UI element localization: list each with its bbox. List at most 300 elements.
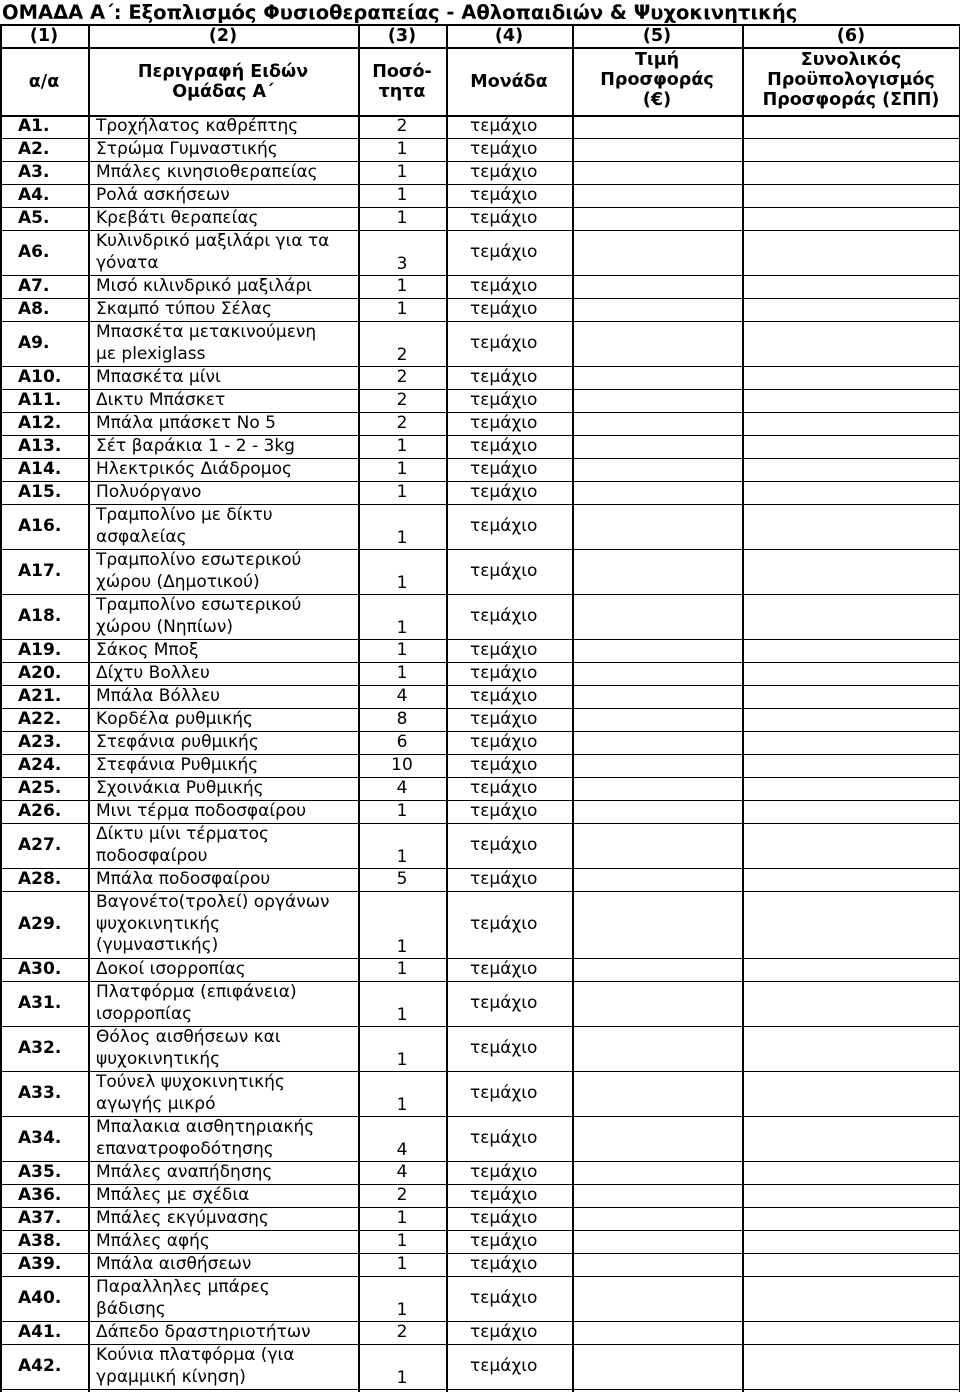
table-row xyxy=(0,778,960,801)
row-quantity: 1 xyxy=(396,1299,408,1320)
row-unit: τεμάχιο xyxy=(470,914,538,935)
table-row xyxy=(0,801,960,824)
row-unit: τεμάχιο xyxy=(470,436,538,457)
row-quantity: 1 xyxy=(396,276,408,297)
row-total xyxy=(742,1185,960,1207)
row-id: Α35. xyxy=(18,1162,62,1183)
row-total xyxy=(742,959,960,981)
row-quantity: 1 xyxy=(396,1049,408,1070)
table-row xyxy=(0,686,960,709)
row-description: Βαγονέτο(τρολεί) οργάνων ψυχοκινητικής (γυμναστικής) xyxy=(96,892,330,955)
row-id: Α40. xyxy=(18,1288,62,1309)
row-quantity: 2 xyxy=(396,390,408,411)
row-price xyxy=(572,162,742,184)
row-price xyxy=(572,892,742,958)
row-quantity: 1 xyxy=(396,572,408,593)
row-unit: τεμάχιο xyxy=(470,1083,538,1104)
row-id: Α27. xyxy=(18,835,62,856)
row-price xyxy=(572,1277,742,1321)
column-number-4: (4) xyxy=(494,26,524,46)
row-description: Τροχήλατος καθρέπτης xyxy=(96,116,299,137)
row-quantity: 2 xyxy=(396,413,408,434)
row-description: Στεφάνια Ρυθμικής xyxy=(96,755,259,776)
row-quantity: 2 xyxy=(396,367,408,388)
row-total xyxy=(742,1208,960,1230)
row-total xyxy=(742,755,960,777)
row-quantity: 1 xyxy=(396,459,408,480)
table-row xyxy=(0,116,960,139)
table-row xyxy=(0,162,960,185)
row-quantity: 1 xyxy=(396,640,408,661)
row-total xyxy=(742,482,960,504)
row-total xyxy=(742,824,960,868)
row-description: Στεφάνια ρυθμικής xyxy=(96,732,259,753)
row-id: Α32. xyxy=(18,1038,62,1059)
row-unit: τεμάχιο xyxy=(470,162,538,183)
row-total xyxy=(742,162,960,184)
row-quantity: 8 xyxy=(396,709,408,730)
row-unit: τεμάχιο xyxy=(470,709,538,730)
row-quantity: 6 xyxy=(396,732,408,753)
row-description: Σέτ βαράκια 1 - 2 - 3kg xyxy=(96,436,295,457)
table-row xyxy=(0,824,960,869)
row-price xyxy=(572,1254,742,1276)
column-number-5: (5) xyxy=(642,26,672,46)
row-description: Παραλληλες μπάρες βάδισης xyxy=(96,1277,270,1319)
row-description: Μινι τέρμα ποδοσφαίρου xyxy=(96,801,307,822)
row-total xyxy=(742,892,960,958)
row-unit: τεμάχιο xyxy=(470,139,538,160)
header-description: Περιγραφή Ειδών Ομάδας Α΄ xyxy=(137,62,309,102)
row-id: Α34. xyxy=(18,1128,62,1149)
row-price xyxy=(572,1345,742,1389)
row-description: Μπάλα Βόλλευ xyxy=(96,686,220,707)
row-description: Μπασκέτα μετακινούμενη με plexiglass xyxy=(96,322,317,364)
row-quantity: 1 xyxy=(396,1231,408,1252)
row-unit: τεμάχιο xyxy=(470,516,538,537)
column-number-1: (1) xyxy=(29,26,59,46)
row-quantity: 1 xyxy=(396,1254,408,1275)
row-id: Α22. xyxy=(18,709,62,730)
row-unit: τεμάχιο xyxy=(470,732,538,753)
table-row xyxy=(0,1231,960,1254)
column-number-3: (3) xyxy=(387,26,417,46)
table-row xyxy=(0,1027,960,1072)
row-price xyxy=(572,231,742,275)
row-unit: τεμάχιο xyxy=(470,1322,538,1343)
row-price xyxy=(572,1072,742,1116)
table-row xyxy=(0,892,960,959)
row-price xyxy=(572,276,742,298)
row-total xyxy=(742,185,960,207)
row-quantity: 1 xyxy=(396,208,408,229)
row-total xyxy=(742,208,960,230)
row-quantity: 1 xyxy=(396,1208,408,1229)
row-id: Α13. xyxy=(18,436,62,457)
row-unit: τεμάχιο xyxy=(470,835,538,856)
row-id: Α36. xyxy=(18,1185,62,1206)
row-total xyxy=(742,1254,960,1276)
row-description: Μπάλες αναπήδησης xyxy=(96,1162,273,1183)
row-price xyxy=(572,185,742,207)
table-row xyxy=(0,482,960,505)
row-description: Κρεβάτι θεραπείας xyxy=(96,208,259,229)
row-description: Μπάλα αισθήσεων xyxy=(96,1254,252,1275)
row-unit: τεμάχιο xyxy=(470,208,538,229)
row-price xyxy=(572,595,742,639)
table-row xyxy=(0,459,960,482)
row-quantity: 3 xyxy=(396,253,408,274)
row-total xyxy=(742,869,960,891)
row-unit: τεμάχιο xyxy=(470,116,538,137)
row-unit: τεμάχιο xyxy=(470,993,538,1014)
row-quantity: 5 xyxy=(396,869,408,890)
row-price xyxy=(572,755,742,777)
row-price xyxy=(572,709,742,731)
row-quantity: 1 xyxy=(396,299,408,320)
row-id: Α3. xyxy=(18,162,50,183)
row-id: Α31. xyxy=(18,993,62,1014)
row-id: Α6. xyxy=(18,242,50,263)
row-quantity: 2 xyxy=(396,1322,408,1343)
row-description: Τραμπολίνο εσωτερικού χώρου (Δημοτικού) xyxy=(96,550,302,592)
row-quantity: 1 xyxy=(396,185,408,206)
table-row xyxy=(0,1117,960,1162)
row-quantity: 1 xyxy=(396,959,408,980)
table-row xyxy=(0,1072,960,1117)
row-description: Μπαλακια αισθητηριακής επανατροφοδότησης xyxy=(96,1117,315,1159)
row-unit: τεμάχιο xyxy=(470,413,538,434)
row-quantity: 4 xyxy=(396,778,408,799)
row-id: Α8. xyxy=(18,299,50,320)
row-description: Δάπεδο δραστηριοτήτων xyxy=(96,1322,311,1343)
row-id: Α15. xyxy=(18,482,62,503)
header-total: Συνολικός Προϋπολογισμός Προσφοράς (ΣΠΠ) xyxy=(762,50,940,110)
row-total xyxy=(742,322,960,366)
column-number-2: (2) xyxy=(208,26,238,46)
row-total xyxy=(742,550,960,594)
row-description: Πολυόργανο xyxy=(96,482,202,503)
row-quantity: 1 xyxy=(396,617,408,638)
row-price xyxy=(572,482,742,504)
row-id: Α42. xyxy=(18,1356,62,1377)
row-unit: τεμάχιο xyxy=(470,686,538,707)
row-unit: τεμάχιο xyxy=(470,276,538,297)
row-price xyxy=(572,1322,742,1344)
row-total xyxy=(742,390,960,412)
row-unit: τεμάχιο xyxy=(470,367,538,388)
row-description: Πλατφόρμα (επιφάνεια) ισορροπίας xyxy=(96,982,297,1024)
row-unit: τεμάχιο xyxy=(470,1038,538,1059)
row-total xyxy=(742,1162,960,1184)
row-description: Στρώμα Γυμναστικής xyxy=(96,139,278,160)
table-row xyxy=(0,1254,960,1277)
table-row xyxy=(0,550,960,595)
row-total xyxy=(742,982,960,1026)
row-id: Α20. xyxy=(18,663,62,684)
row-quantity: 1 xyxy=(396,527,408,548)
row-id: Α11. xyxy=(18,390,62,411)
row-unit: τεμάχιο xyxy=(470,1208,538,1229)
row-total xyxy=(742,276,960,298)
table-row xyxy=(0,1277,960,1322)
table-row xyxy=(0,595,960,640)
row-price xyxy=(572,299,742,321)
row-id: Α9. xyxy=(18,333,50,354)
table-row xyxy=(0,1162,960,1185)
row-unit: τεμάχιο xyxy=(470,1128,538,1149)
row-unit: τεμάχιο xyxy=(470,299,538,320)
row-id: Α28. xyxy=(18,869,62,890)
row-total xyxy=(742,1117,960,1161)
row-unit: τεμάχιο xyxy=(470,390,538,411)
row-description: Μπάλες αφής xyxy=(96,1231,210,1252)
table-row xyxy=(0,139,960,162)
row-id: Α26. xyxy=(18,801,62,822)
row-quantity: 2 xyxy=(396,344,408,365)
row-id: Α41. xyxy=(18,1322,62,1343)
row-total xyxy=(742,367,960,389)
row-unit: τεμάχιο xyxy=(470,333,538,354)
row-price xyxy=(572,1231,742,1253)
row-price xyxy=(572,413,742,435)
row-unit: τεμάχιο xyxy=(470,959,538,980)
row-id: Α4. xyxy=(18,185,50,206)
row-total xyxy=(742,1072,960,1116)
row-total xyxy=(742,801,960,823)
row-description: Κούνια πλατφόρμα (για γραμμική κίνηση) xyxy=(96,1345,295,1387)
row-id: Α21. xyxy=(18,686,62,707)
table-row xyxy=(0,276,960,299)
row-id: Α2. xyxy=(18,139,50,160)
row-price xyxy=(572,390,742,412)
table-row xyxy=(0,869,960,892)
row-description: Σχοινάκια Ρυθμικής xyxy=(96,778,264,799)
row-unit: τεμάχιο xyxy=(470,606,538,627)
row-id: Α14. xyxy=(18,459,62,480)
row-description: Μπάλες εκγύμνασης xyxy=(96,1208,269,1229)
row-quantity: 4 xyxy=(396,1139,408,1160)
row-unit: τεμάχιο xyxy=(470,755,538,776)
row-description: Κυλινδρικό μαξιλάρι για τα γόνατα xyxy=(96,231,330,273)
table-row xyxy=(0,299,960,322)
column-number-6: (6) xyxy=(836,26,866,46)
row-total xyxy=(742,139,960,161)
row-total xyxy=(742,663,960,685)
row-quantity: 1 xyxy=(396,846,408,867)
row-unit: τεμάχιο xyxy=(470,640,538,661)
row-quantity: 1 xyxy=(396,1094,408,1115)
row-total xyxy=(742,640,960,662)
row-quantity: 1 xyxy=(396,482,408,503)
row-id: Α18. xyxy=(18,606,62,627)
row-description: Μπάλα ποδοσφαίρου xyxy=(96,869,271,890)
row-id: Α17. xyxy=(18,561,62,582)
row-total xyxy=(742,459,960,481)
table-row xyxy=(0,640,960,663)
row-description: Ρολά ασκήσεων xyxy=(96,185,230,206)
row-unit: τεμάχιο xyxy=(470,1356,538,1377)
row-unit: τεμάχιο xyxy=(470,561,538,582)
row-unit: τεμάχιο xyxy=(470,185,538,206)
table-row xyxy=(0,732,960,755)
row-unit: τεμάχιο xyxy=(470,242,538,263)
row-description: Σάκος Μποξ xyxy=(96,640,199,661)
row-id: Α29. xyxy=(18,914,62,935)
row-unit: τεμάχιο xyxy=(470,663,538,684)
row-unit: τεμάχιο xyxy=(470,1162,538,1183)
row-price xyxy=(572,959,742,981)
row-id: Α39. xyxy=(18,1254,62,1275)
row-quantity: 1 xyxy=(396,1367,408,1388)
table-row xyxy=(0,185,960,208)
row-description: Μπάλα μπάσκετ Νο 5 xyxy=(96,413,276,434)
row-quantity: 4 xyxy=(396,1162,408,1183)
row-quantity: 10 xyxy=(391,755,413,776)
row-quantity: 1 xyxy=(396,162,408,183)
row-total xyxy=(742,1277,960,1321)
row-description: Ηλεκτρικός Διάδρομος xyxy=(96,459,293,480)
table-row xyxy=(0,1208,960,1231)
row-price xyxy=(572,459,742,481)
row-description: Δίκτυ μίνι τέρματος ποδοσφαίρου xyxy=(96,824,269,866)
table-row xyxy=(0,367,960,390)
row-description: Κορδέλα ρυθμικής xyxy=(96,709,253,730)
row-quantity: 1 xyxy=(396,936,408,957)
row-total xyxy=(742,116,960,138)
row-price xyxy=(572,1162,742,1184)
row-description: Δικτυ Μπάσκετ xyxy=(96,390,226,411)
table-row xyxy=(0,959,960,982)
row-quantity: 1 xyxy=(396,1004,408,1025)
row-quantity: 2 xyxy=(396,1185,408,1206)
row-price xyxy=(572,982,742,1026)
table-row xyxy=(0,231,960,276)
row-total xyxy=(742,595,960,639)
table-row xyxy=(0,208,960,231)
row-price xyxy=(572,801,742,823)
row-unit: τεμάχιο xyxy=(470,801,538,822)
header-id: α/α xyxy=(28,72,60,92)
row-price xyxy=(572,869,742,891)
items-table xyxy=(0,116,960,1390)
table-row xyxy=(0,709,960,732)
row-unit: τεμάχιο xyxy=(470,482,538,503)
row-price xyxy=(572,1208,742,1230)
row-id: Α19. xyxy=(18,640,62,661)
row-total xyxy=(742,231,960,275)
row-total xyxy=(742,436,960,458)
row-price xyxy=(572,505,742,549)
row-total xyxy=(742,686,960,708)
row-description: Θόλος αισθήσεων και ψυχοκινητικής xyxy=(96,1027,281,1069)
row-unit: τεμάχιο xyxy=(470,459,538,480)
row-total xyxy=(742,1231,960,1253)
row-quantity: 1 xyxy=(396,801,408,822)
row-id: Α24. xyxy=(18,755,62,776)
row-id: Α30. xyxy=(18,959,62,980)
row-description: Μπάλες κινησιοθεραπείας xyxy=(96,162,318,183)
row-description: Τραμπολίνο με δίκτυ ασφαλείας xyxy=(96,505,273,547)
table-row xyxy=(0,1185,960,1208)
row-total xyxy=(742,709,960,731)
row-total xyxy=(742,1345,960,1389)
row-price xyxy=(572,686,742,708)
table-row xyxy=(0,663,960,686)
row-total xyxy=(742,505,960,549)
row-price xyxy=(572,1185,742,1207)
row-price xyxy=(572,778,742,800)
row-id: Α23. xyxy=(18,732,62,753)
page-title: ΟΜΑΔΑ Α΄: Εξοπλισμός Φυσιοθεραπείας - Αθλοπαιδιών & Ψυχοκινητικής xyxy=(2,1,798,24)
row-quantity: 1 xyxy=(396,436,408,457)
row-price xyxy=(572,116,742,138)
table-row xyxy=(0,436,960,459)
row-description: Μπασκέτα μίνι xyxy=(96,367,221,388)
table-row xyxy=(0,982,960,1027)
table-header xyxy=(0,24,960,116)
row-description: Σκαμπό τύπου Σέλας xyxy=(96,299,272,320)
row-total xyxy=(742,1027,960,1071)
row-price xyxy=(572,732,742,754)
row-unit: τεμάχιο xyxy=(470,1288,538,1309)
row-quantity: 1 xyxy=(396,139,408,160)
row-price xyxy=(572,367,742,389)
row-id: Α1. xyxy=(18,116,50,137)
row-quantity: 4 xyxy=(396,686,408,707)
table-row xyxy=(0,755,960,778)
table-row xyxy=(0,1322,960,1345)
row-description: Τραμπολίνο εσωτερικού χώρου (Νηπίων) xyxy=(96,595,302,637)
row-price xyxy=(572,436,742,458)
row-description: Μπάλες με σχέδια xyxy=(96,1185,250,1206)
row-id: Α10. xyxy=(18,367,62,388)
row-id: Α25. xyxy=(18,778,62,799)
row-price xyxy=(572,1117,742,1161)
row-price xyxy=(572,550,742,594)
row-unit: τεμάχιο xyxy=(470,1185,538,1206)
header-quantity: Ποσό- τητα xyxy=(372,62,432,102)
row-unit: τεμάχιο xyxy=(470,778,538,799)
row-id: Α5. xyxy=(18,208,50,229)
row-total xyxy=(742,299,960,321)
table-row xyxy=(0,413,960,436)
table-row xyxy=(0,322,960,367)
row-id: Α33. xyxy=(18,1083,62,1104)
row-description: Δοκοί ισορροπίας xyxy=(96,959,246,980)
row-total xyxy=(742,1322,960,1344)
row-price xyxy=(572,322,742,366)
row-price xyxy=(572,208,742,230)
row-price xyxy=(572,640,742,662)
row-description: Δίχτυ Βολλευ xyxy=(96,663,210,684)
row-price xyxy=(572,1027,742,1071)
row-price xyxy=(572,663,742,685)
row-price xyxy=(572,139,742,161)
header-unit: Μονάδα xyxy=(470,72,548,92)
table-row xyxy=(0,390,960,413)
row-quantity: 2 xyxy=(396,116,408,137)
row-total xyxy=(742,413,960,435)
row-quantity: 1 xyxy=(396,663,408,684)
row-unit: τεμάχιο xyxy=(470,1254,538,1275)
row-total xyxy=(742,732,960,754)
row-unit: τεμάχιο xyxy=(470,1231,538,1252)
table-row xyxy=(0,505,960,550)
header-price: Τιμή Προσφοράς (€) xyxy=(600,50,714,110)
row-id: Α38. xyxy=(18,1231,62,1252)
row-id: Α16. xyxy=(18,516,62,537)
